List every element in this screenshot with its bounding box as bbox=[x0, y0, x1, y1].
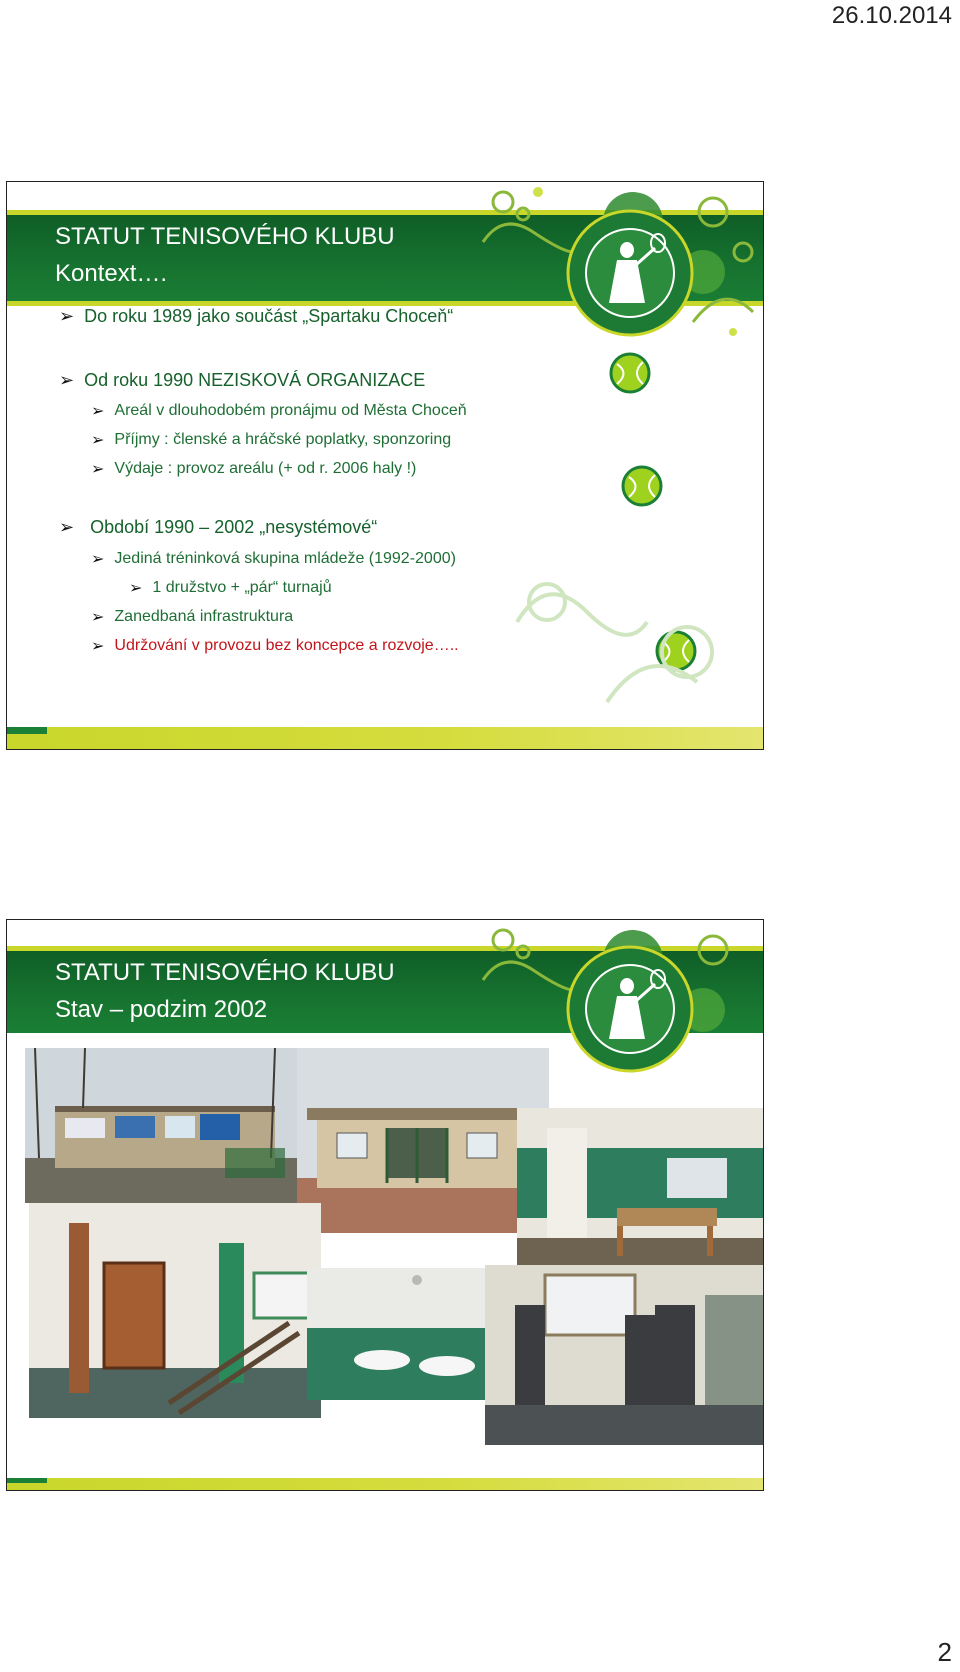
photo-clubhouse-exterior bbox=[25, 1048, 297, 1203]
bullet-text: Udržování v provozu bez koncepce a rozvoje….. bbox=[114, 637, 459, 654]
slide-context bbox=[6, 181, 764, 750]
tennis-club-logo-icon bbox=[565, 208, 695, 338]
photo-changing-room bbox=[485, 1265, 763, 1445]
bullet-text: Od roku 1990 NEZISKOVÁ ORGANIZACE bbox=[84, 370, 426, 390]
slide-title bbox=[55, 954, 395, 1028]
bullet-item bbox=[91, 401, 467, 421]
slide-title-line-2: Stav – podzim 2002 bbox=[55, 996, 268, 1023]
page-number: 2 bbox=[937, 1637, 952, 1667]
slide-title-line-2: Kontext…. bbox=[55, 260, 168, 287]
bullet-text: Zanedbaná infrastruktura bbox=[114, 608, 294, 625]
tennis-ball-icon bbox=[609, 352, 651, 394]
bullet-text: Výdaje : provoz areálu (+ od r. 2006 haly !) bbox=[114, 460, 417, 477]
bottom-band bbox=[7, 1478, 763, 1490]
arrowhead-bullet-icon: ➢ bbox=[91, 551, 105, 568]
bullet-text: Areál v dlouhodobém pronájmu od Města Choceň bbox=[114, 402, 467, 419]
arrowhead-bullet-icon: ➢ bbox=[59, 306, 75, 326]
bullet-item bbox=[59, 370, 425, 391]
bullet-text: Do roku 1989 jako součást „Spartaku Choceň“ bbox=[84, 306, 454, 326]
arrowhead-bullet-icon: ➢ bbox=[91, 461, 105, 478]
bottom-band-accent bbox=[7, 727, 47, 734]
slide-title-line-1: STATUT TENISOVÉHO KLUBU bbox=[55, 959, 395, 986]
bullet-item bbox=[59, 306, 453, 327]
bullet-item bbox=[91, 430, 451, 450]
bullet-text: 1 družstvo + „pár“ turnajů bbox=[152, 579, 332, 596]
arrowhead-bullet-icon: ➢ bbox=[91, 609, 105, 626]
arrowhead-bullet-icon: ➢ bbox=[59, 370, 75, 390]
bottom-band bbox=[7, 727, 763, 749]
photo-washroom bbox=[307, 1268, 515, 1400]
bullet-item bbox=[91, 549, 456, 569]
bullet-item bbox=[59, 517, 377, 538]
photo-clubhouse-front bbox=[297, 1048, 549, 1233]
slide-title-line-1: STATUT TENISOVÉHO KLUBU bbox=[55, 223, 395, 250]
decorative-swirls-icon bbox=[487, 542, 747, 732]
bottom-band-accent bbox=[7, 1478, 47, 1483]
slide-status-2002 bbox=[6, 919, 764, 1491]
arrowhead-bullet-icon: ➢ bbox=[91, 432, 105, 449]
arrowhead-bullet-icon: ➢ bbox=[129, 580, 143, 597]
slide-title bbox=[55, 218, 395, 292]
bullet-text: Příjmy : členské a hráčské poplatky, sponzoring bbox=[114, 431, 452, 448]
arrowhead-bullet-icon: ➢ bbox=[91, 403, 105, 420]
arrowhead-bullet-icon: ➢ bbox=[59, 517, 75, 537]
photo-meeting-room bbox=[517, 1108, 763, 1268]
bullet-item bbox=[91, 607, 293, 627]
photo-hallway bbox=[29, 1203, 321, 1418]
tennis-club-logo-icon bbox=[565, 944, 695, 1074]
arrowhead-bullet-icon: ➢ bbox=[91, 638, 105, 655]
tennis-ball-icon bbox=[621, 465, 663, 507]
bullet-text: Období 1990 – 2002 „nesystémové“ bbox=[90, 517, 378, 537]
page-date: 26.10.2014 bbox=[831, 2, 952, 29]
bullet-text: Jediná tréninková skupina mládeže (1992-2000) bbox=[114, 550, 456, 567]
bullet-item bbox=[91, 459, 416, 479]
bullet-item bbox=[129, 578, 332, 598]
bullet-item-highlighted bbox=[91, 636, 459, 656]
